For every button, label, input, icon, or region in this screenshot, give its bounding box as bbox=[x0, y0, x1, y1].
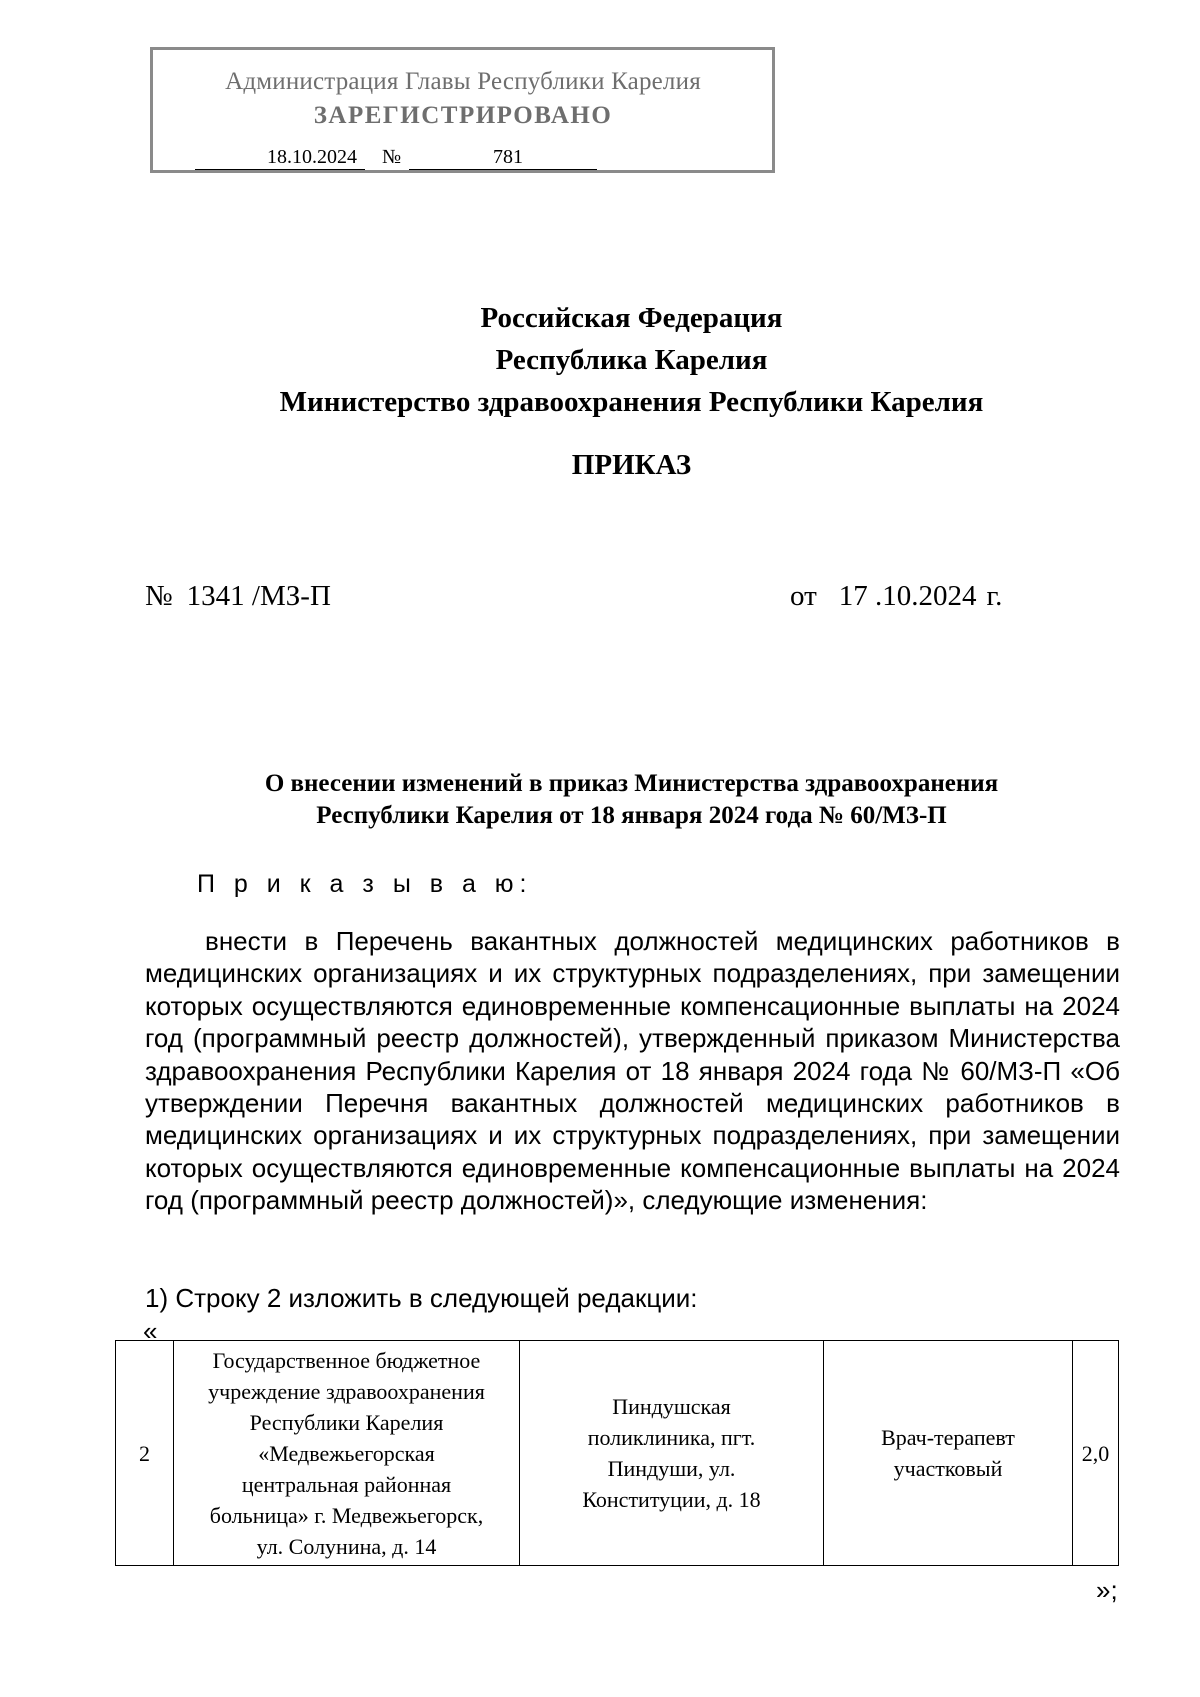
quote-close: »; bbox=[1096, 1575, 1118, 1605]
position-line: участковый bbox=[893, 1456, 1003, 1481]
header-region: Республика Карелия bbox=[495, 344, 768, 376]
organization-line: ул. Солунина, д. 14 bbox=[256, 1533, 437, 1559]
stamp-number: 781 bbox=[409, 146, 597, 170]
subdivision-cell bbox=[520, 1341, 824, 1566]
document-type: ПРИКАЗ bbox=[571, 449, 692, 481]
stamp-number-label: № bbox=[382, 146, 402, 168]
organization-cell bbox=[174, 1341, 520, 1566]
order-number bbox=[145, 580, 331, 613]
position-line: Врач-терапевт bbox=[881, 1425, 1015, 1450]
registration-stamp bbox=[150, 47, 775, 173]
stamp-status: ЗАРЕГИСТРИРОВАНО bbox=[313, 102, 613, 129]
subdivision-line: Конституции, д. 18 bbox=[582, 1487, 761, 1512]
directive-word: П р и к а з ы в а ю: bbox=[197, 870, 533, 898]
stamp-title: Администрация Главы Республики Карелия bbox=[225, 68, 701, 95]
order-date bbox=[790, 580, 1002, 613]
organization-line: Государственное бюджетное bbox=[212, 1347, 481, 1373]
order-number-label: № bbox=[145, 580, 173, 612]
table-row bbox=[116, 1341, 1119, 1566]
stamp-date: 18.10.2024 bbox=[195, 146, 365, 170]
registry-row-table bbox=[115, 1340, 1119, 1566]
order-date-label: от bbox=[790, 580, 817, 612]
row-number: 2 bbox=[116, 1341, 174, 1566]
order-year-suffix: г. bbox=[986, 580, 1003, 612]
order-date-value: 17 .10.2024 bbox=[838, 580, 977, 612]
subdivision-line: Пиндуши, ул. bbox=[607, 1456, 736, 1481]
subdivision-line: Пиндушская bbox=[612, 1394, 731, 1419]
subdivision-line: поликлиника, пгт. bbox=[587, 1425, 756, 1450]
rate-cell: 2,0 bbox=[1073, 1341, 1119, 1566]
organization-line: больница» г. Медвежьегорск, bbox=[209, 1502, 484, 1528]
header-country: Российская Федерация bbox=[480, 302, 783, 334]
position-cell bbox=[824, 1341, 1073, 1566]
header-ministry: Министерство здравоохранения Республики Карелия bbox=[279, 386, 984, 418]
organization-line: центральная районная bbox=[241, 1471, 452, 1497]
subject-line-2: Республики Карелия от 18 января 2024 года № 60/МЗ-П bbox=[316, 802, 947, 829]
item-1: 1) Строку 2 изложить в следующей редакции: bbox=[145, 1283, 698, 1313]
quote-open: « bbox=[143, 1316, 158, 1346]
subject-line-1: О внесении изменений в приказ Министерства здравоохранения bbox=[264, 770, 999, 797]
organization-line: «Медвежьегорская bbox=[258, 1440, 435, 1466]
organization-line: Республики Карелия bbox=[249, 1409, 444, 1435]
body-paragraph: внести в Перечень вакантных должностей медицинских работников в медицинских организациях и их структурных подразделениях, при замещении которых осуществляются единовременные компенсационные выплаты на 2024 год (программный реестр должностей), утвержденный приказом Министерства здравоохранения Республики Карелия от 18 января 2024 года № 60/МЗ-П «Об утверждении Перечня вакантных должностей медицинских работников в медицинских организациях и их структурных подразделениях, при замещении которых осуществляются единовременные компенсационные выплаты на 2024 год (программный реестр должностей)», следующие изменения: bbox=[145, 926, 1120, 1216]
organization-line: учреждение здравоохранения bbox=[208, 1378, 485, 1404]
order-number-value: 1341 /МЗ-П bbox=[186, 580, 331, 612]
